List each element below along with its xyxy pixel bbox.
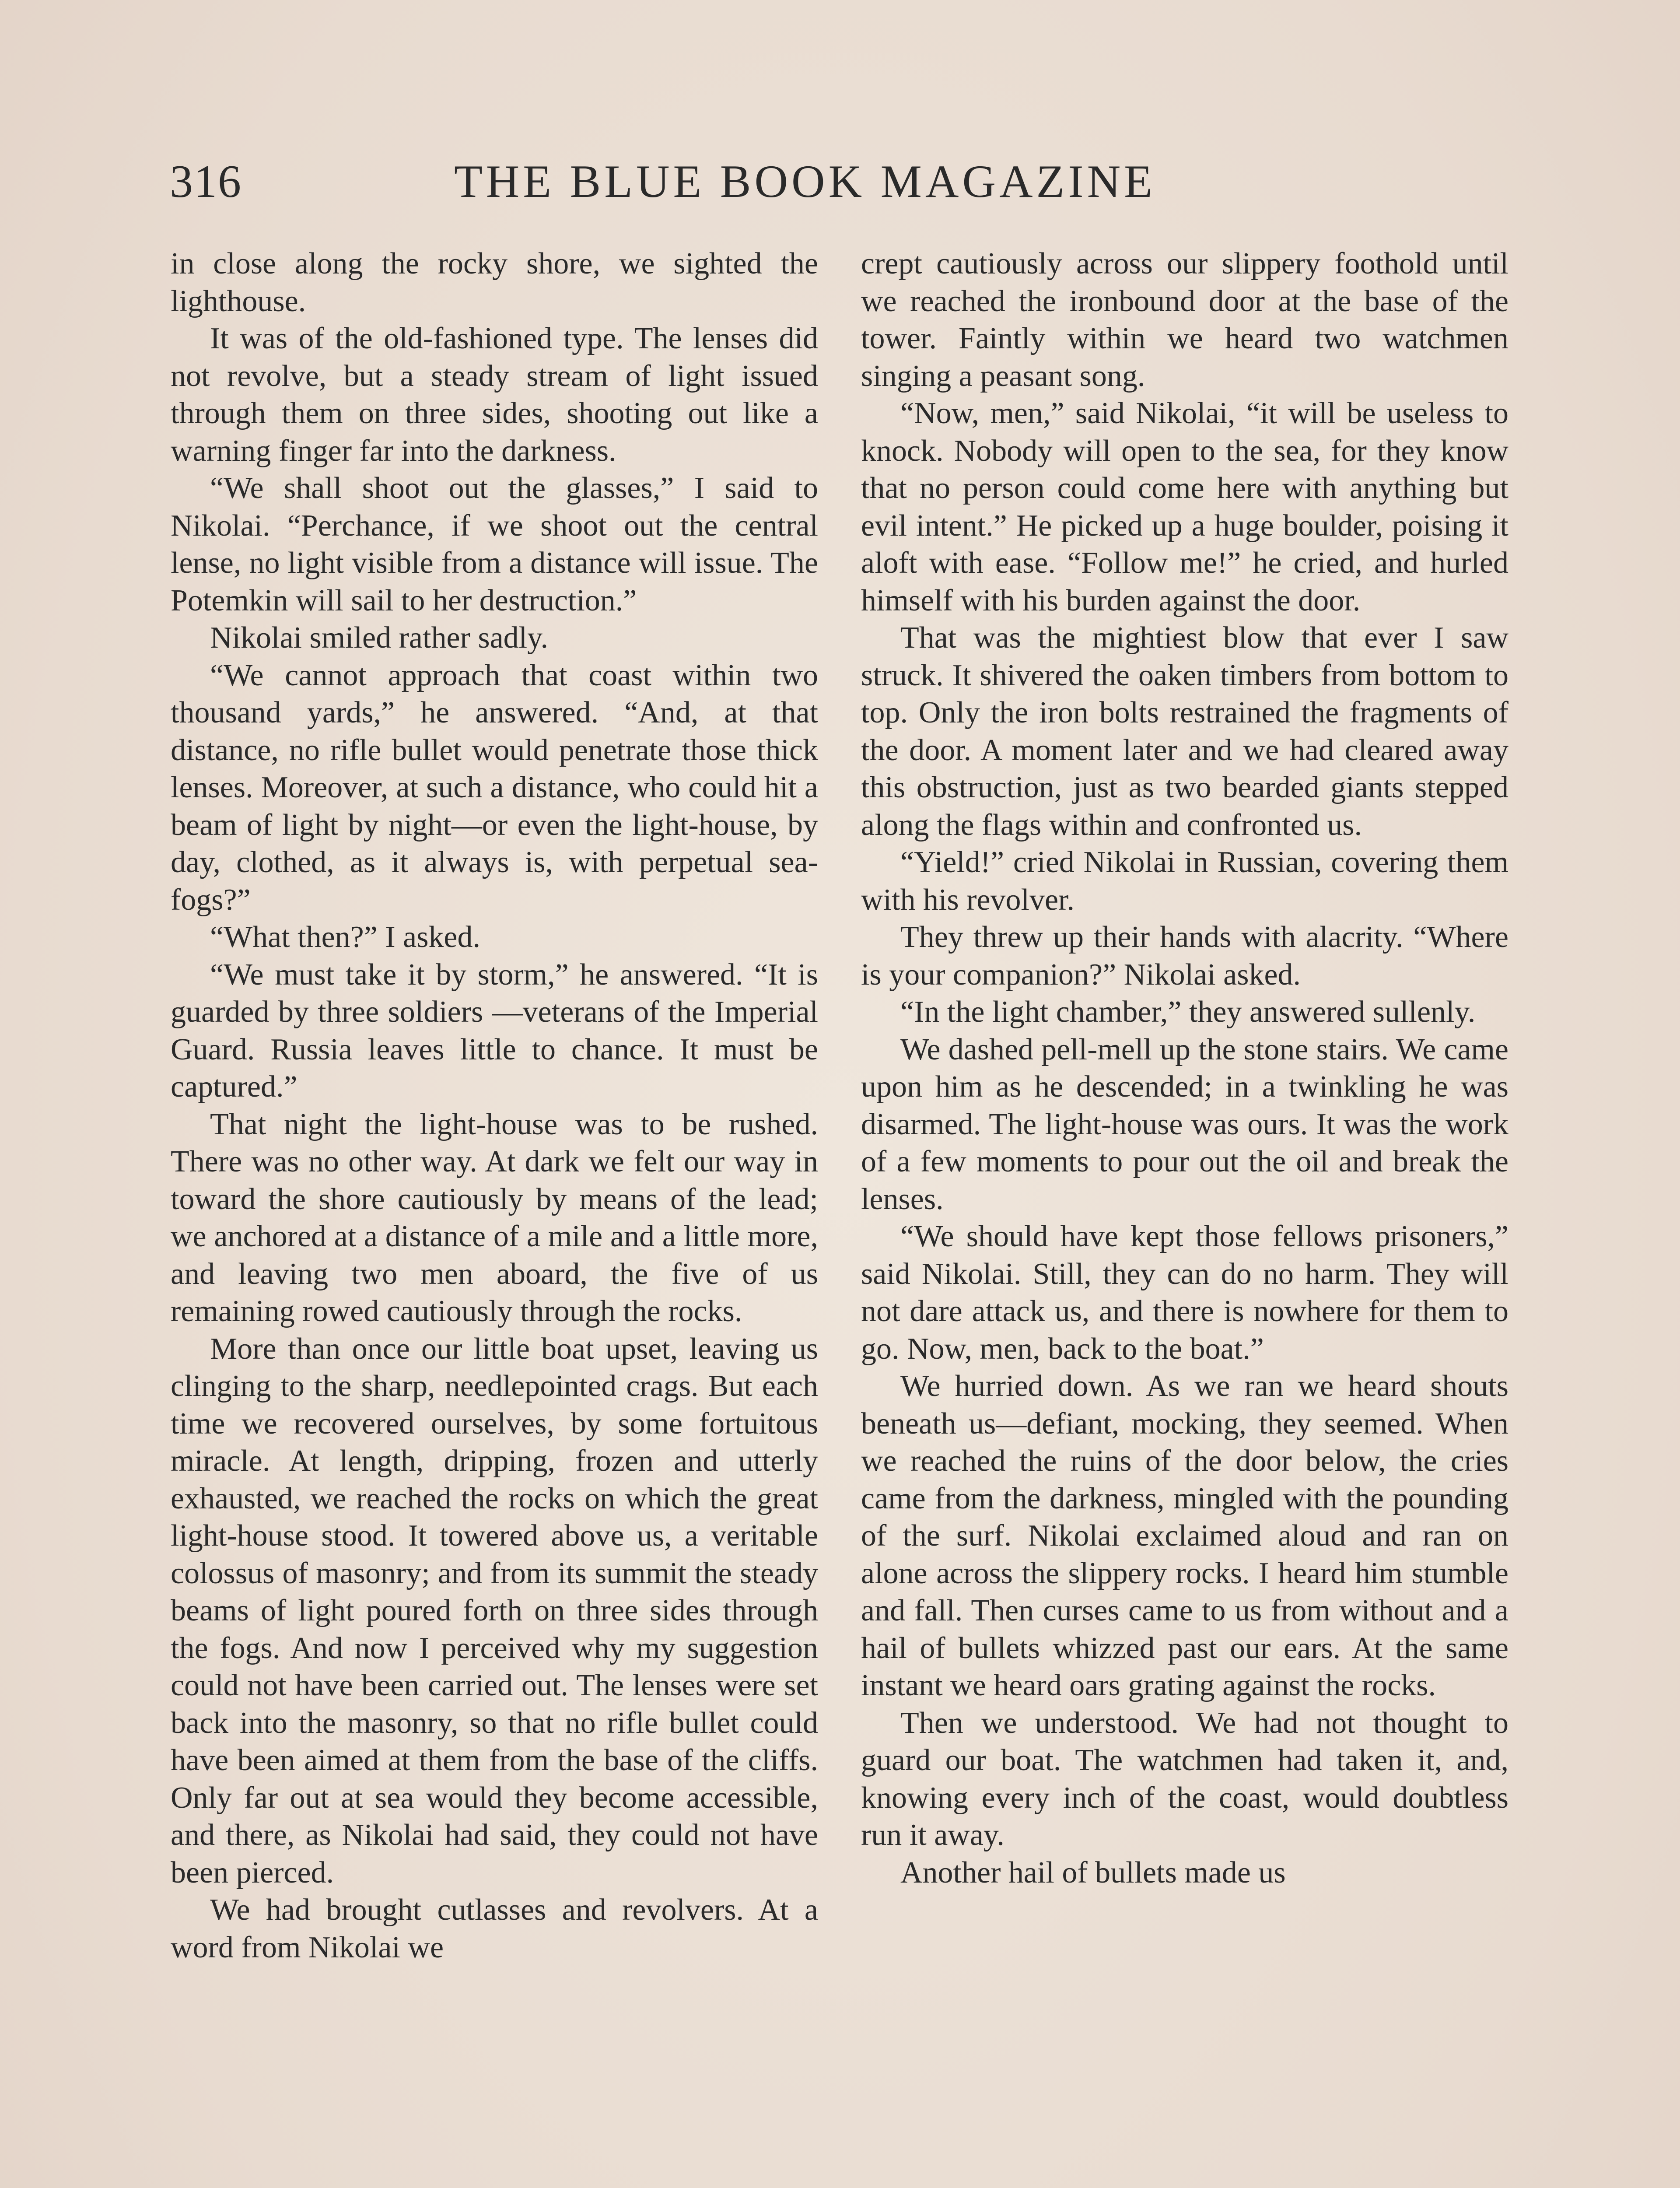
page-header <box>170 151 1675 212</box>
paragraph: We hurried down. As we ran we heard shouts beneath us—defiant, mocking, they seemed. When we reached the ruins of the door below, the cries came from the darkness, mingled with the pounding of the surf. Nikolai exclaimed aloud and ran on alone across the slippery rocks. I heard him stumble and fall. Then curses came to us from without and a hail of bullets whizzed past our ears. At the same instant we heard oars grating against the rocks. <box>861 1369 1508 1702</box>
paragraph: “We shall shoot out the glasses,” I said to Nikolai. “Perchance, if we shoot out the central lense, no light visible from a distance will issue. The Potemkin will sail to her destruction.” <box>171 471 818 617</box>
paragraph: More than once our little boat upset, leaving us clinging to the sharp, needlepointed crags. But each time we recovered ourselves, by some fortuitous miracle. At length, dripping, frozen and utterly exhausted, we reached the rocks on which the great light-house stood. It towered above us, a veritable colossus of masonry; and from its summit the steady beams of light poured forth on three sides through the fogs. And now I perceived why my suggestion could not have been carried out. The lenses were set back into the masonry, so that no rifle bullet could have been aimed at them from the base of the cliffs. Only far out at sea would they become accessible, and there, as Nikolai had said, they could not have been pierced. <box>171 1332 818 1890</box>
paragraph: It was of the old-fashioned type. The lenses did not revolve, but a steady stream of light issued through them on three sides, shooting out like a warning finger far into the darkness. <box>171 322 818 468</box>
page-number: 316 <box>170 156 242 207</box>
paragraph: That was the mightiest blow that ever I saw struck. It shivered the oaken timbers from bottom to top. Only the iron bolts restrained the fragments of the door. A moment later and we had cleared away this obstruction, just as two bearded giants stepped along the flags within and confronted us. <box>861 621 1508 842</box>
paragraph: “We should have kept those fellows prisoners,” said Nikolai. Still, they can do no harm. They will not dare attack us, and there is nowhere for them to go. Now, men, back to the boat.” <box>861 1220 1508 1366</box>
paragraph: That night the light-house was to be rushed. There was no other way. At dark we felt our way in toward the shore cautiously by means of the lead; we anchored at a distance of a mile and a little more, and leaving two men aboard, the five of us remaining rowed cautiously through the rocks. <box>171 1107 818 1328</box>
paragraph: Another hail of bullets made us <box>900 1855 1286 1890</box>
paragraph: Then we understood. We had not thought to guard our boat. The watchmen had taken it, and, knowing every inch of the coast, would doubtless run it away. <box>861 1706 1508 1852</box>
paragraph: Nikolai smiled rather sadly. <box>210 621 549 655</box>
right-column <box>861 245 1508 1891</box>
paragraph: “What then?” I asked. <box>210 920 481 954</box>
paragraph: They threw up their hands with alacrity. “Where is your companion?” Nikolai asked. <box>861 920 1508 992</box>
paragraph: “Yield!” cried Nikolai in Russian, covering them with his revolver. <box>861 845 1508 917</box>
paragraph: “We must take it by storm,” he answered. “It is guarded by three soldiers —veterans of the Imperial Guard. Russia leaves little to chance. It must be captured.” <box>171 957 818 1104</box>
paragraph: “Now, men,” said Nikolai, “it will be useless to knock. Nobody will open to the sea, for they know that no person could come here with anything but evil intent.” He picked up a huge boulder, poising it aloft with ease. “Follow me!” he cried, and hurled himself with his burden against the door. <box>861 396 1508 617</box>
paragraph: “In the light chamber,” they answered sullenly. <box>900 995 1476 1029</box>
left-column <box>171 245 818 1966</box>
paragraph: crept cautiously across our slippery foothold until we reached the ironbound door at the base of the tower. Faintly within we heard two watchmen singing a peasant song. <box>861 247 1508 393</box>
paragraph: We dashed pell-mell up the stone stairs. We came upon him as he descended; in a twinkling he was disarmed. The light-house was ours. It was the work of a few moments to pour out the oil and break the lenses. <box>861 1032 1508 1216</box>
paragraph: “We cannot approach that coast within two thousand yards,” he answered. “And, at that distance, no rifle bullet would penetrate those thick lenses. Moreover, at such a distance, who could hit a beam of light by night—or even the light-house, by day, clothed, as it always is, with perpetual sea-fogs?” <box>171 658 818 917</box>
paragraph: We had brought cutlasses and revolvers. At a word from Nikolai we <box>171 1893 818 1964</box>
paragraph: in close along the rocky shore, we sighted the lighthouse. <box>171 247 818 318</box>
running-title: THE BLUE BOOK MAGAZINE <box>454 156 1156 207</box>
